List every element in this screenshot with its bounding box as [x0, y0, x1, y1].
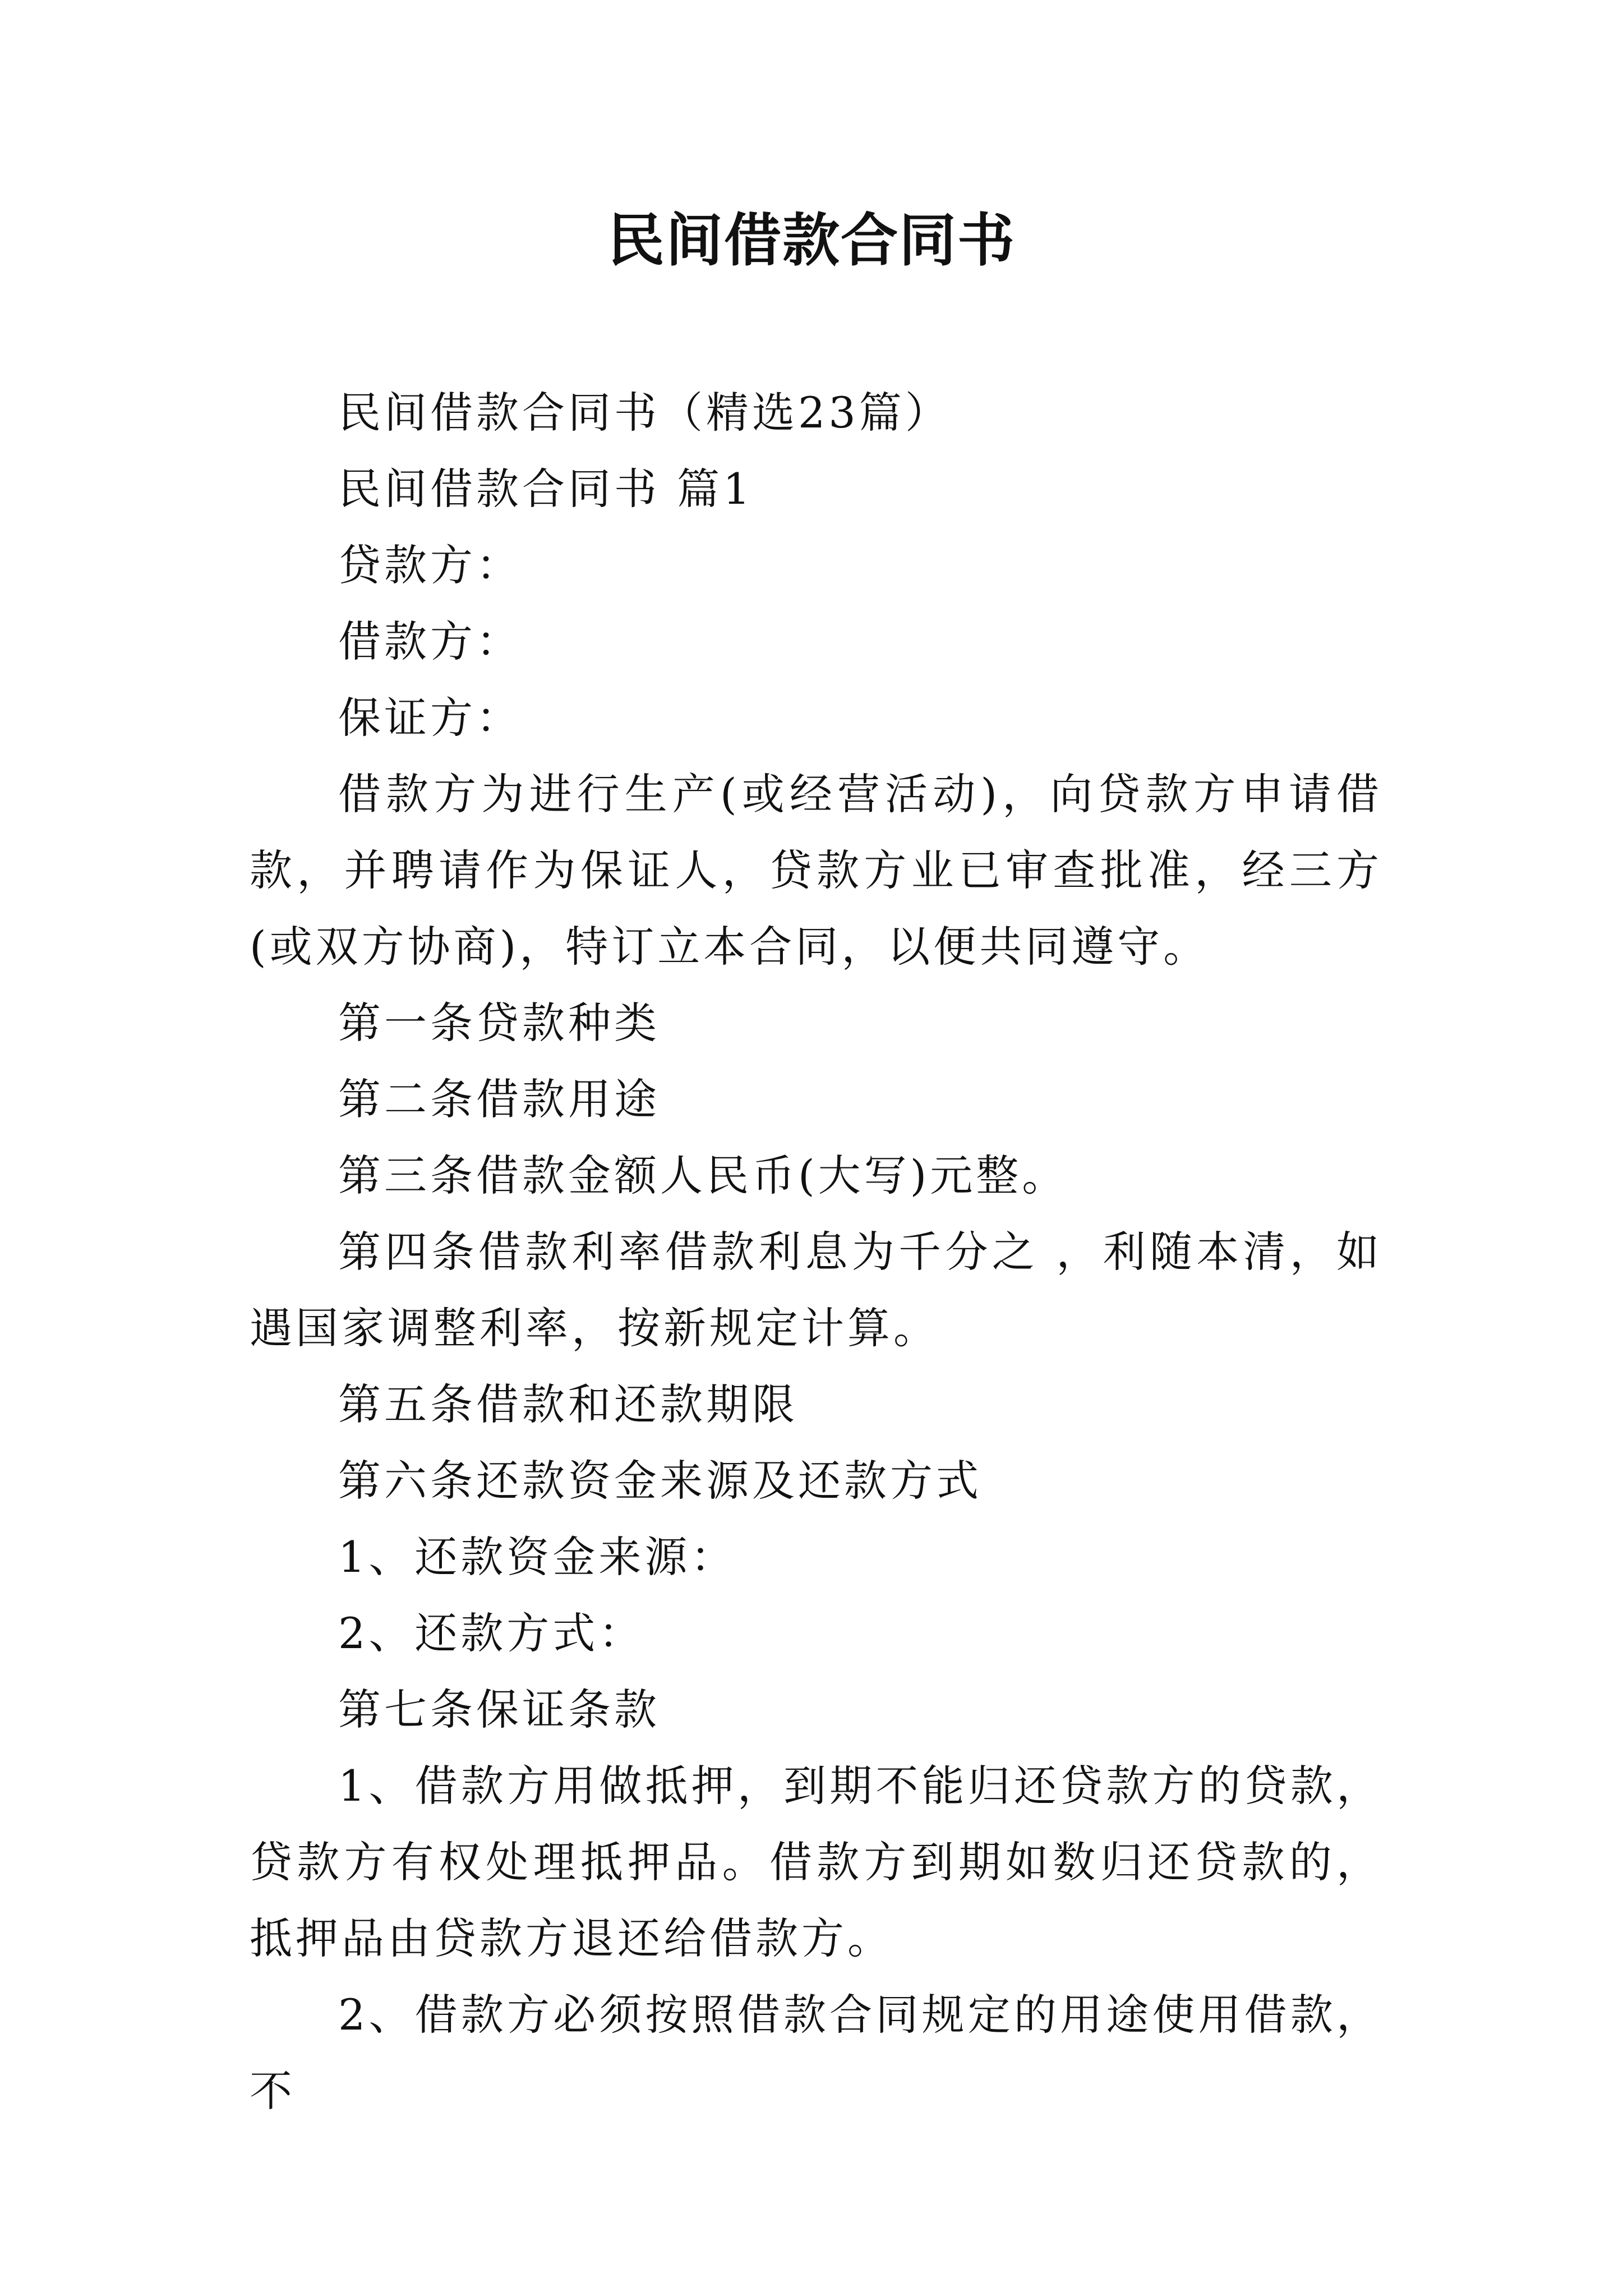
paragraph-preamble: 借款方为进行生产(或经营活动)，向贷款方申请借款，并聘请作为保证人，贷款方业已审查批准，经三方(或双方协商)，特订立本合同，以便共同遵守。	[250, 769, 1382, 972]
paragraph-guarantor: 保证方：	[338, 693, 522, 743]
paragraph-article-1: 第一条贷款种类	[338, 998, 660, 1048]
document-title: 民间借款合同书	[607, 208, 1016, 274]
paragraph-section-heading: 民间借款合同书 篇1	[338, 464, 754, 514]
paragraph-article-6: 第六条还款资金来源及还款方式	[338, 1456, 982, 1506]
paragraph-article-6-item-2: 2、还款方式：	[338, 1608, 645, 1658]
paragraph-article-7-item-1: 1、借款方用做抵押，到期不能归还贷款方的贷款，贷款方有权处理抵押品。借款方到期如数归还贷款的，抵押品由贷款方退还给借款方。	[250, 1761, 1382, 1963]
paragraph-subtitle: 民间借款合同书（精选23篇）	[338, 388, 951, 438]
paragraph-article-5: 第五条借款和还款期限	[338, 1379, 798, 1429]
paragraph-article-7-item-2: 2、借款方必须按照借款合同规定的用途使用借款，不	[250, 1990, 1382, 2116]
paragraph-lender: 贷款方：	[338, 540, 522, 590]
paragraph-borrower: 借款方：	[338, 616, 522, 666]
paragraph-article-2: 第二条借款用途	[338, 1074, 660, 1124]
paragraph-article-3: 第三条借款金额人民币(大写)元整。	[338, 1151, 1068, 1200]
paragraph-article-7: 第七条保证条款	[338, 1685, 660, 1734]
document-body	[250, 375, 1382, 2129]
paragraph-article-6-item-1: 1、还款资金来源：	[338, 1532, 737, 1582]
paragraph-article-4: 第四条借款利率借款利息为千分之 ，利随本清，如遇国家调整利率，按新规定计算。	[250, 1227, 1382, 1353]
